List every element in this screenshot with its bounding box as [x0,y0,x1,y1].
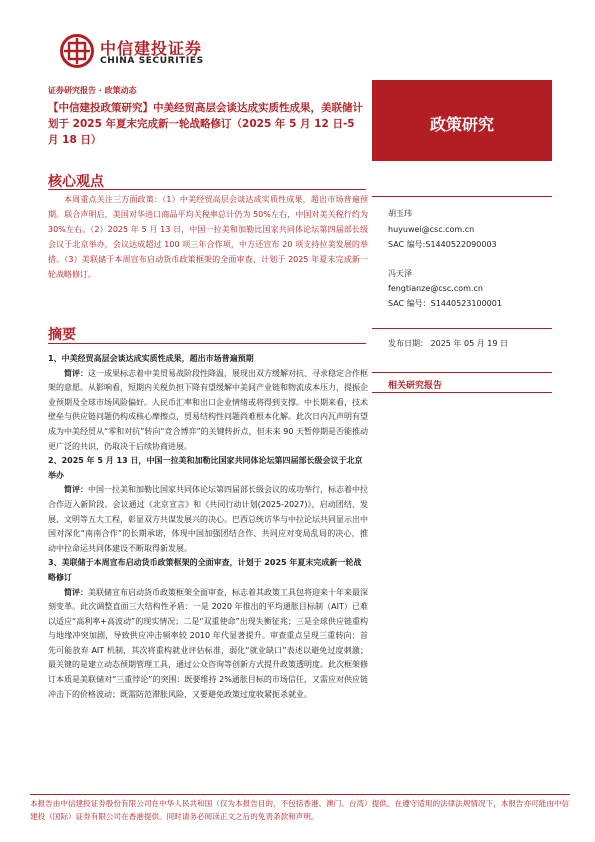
footer-divider [30,794,570,795]
abstract-item-1-heading: 1、中美经贸高层会谈达成实质性成果，超出市场普遍预期 [48,354,254,363]
abstract-item-1-lead: 简评： [64,368,88,378]
abstract-body [48,352,368,702]
analyst-1-name: 胡玉玮 [388,209,412,218]
page-title: 【中信建投政策研究】中美经贸高层会谈达成实质性成果，美联储计划于 2025 年夏末完成新一轮战略修订（2025 年 5 月 12 日-5 月 18 日） [48,102,363,146]
related-divider [372,372,552,373]
publish-date: 发布日期： 2025 年 05 月 19 日 [388,339,508,348]
abstract-item-1-text: 这一成果标志着中美贸易战阶段性降温，展现出双方缓解对抗、寻求稳定合作框架的意愿。从影响看，短期内关税负担下降有望缓解中美间产业链和物流成本压力，提振企业预期及全球市场风险偏好。人民币汇率和出口企业情绪或将得到支撑。中长期来看，技术壁垒与供应链问题仍构成核心摩擦点，贸易结构性问题尚难根本化解。此次日内瓦声明有望成为中美经贸从“零和对抗”转向“竞合博弈”的关键转折点，但未来 90 天暂停期是否能推动更广泛的共识，仍取决于后续协商进展。 [48,368,368,451]
related-reports-heading: 相关研究报告 [388,381,443,391]
abstract-divider [48,343,366,344]
core-view-heading: 核心观点 [48,174,104,190]
abstract-item-3-heading: 3、美联储于本周宣布启动货币政策框架的全面审查，计划于 2025 年夏末完成新一轮战略修订 [48,558,362,582]
report-type-label: 政策研究 [429,115,494,134]
abstract-item-3-lead: 简评： [64,587,88,597]
abstract-item-2-body [48,483,368,556]
related-underline [372,392,552,393]
abstract-item-3-text: 美联储宣布启动货币政策框架全面审查，标志着其政策工具包将迎来十年来最深刻变革。此次调整直面三大结构性矛盾：一是 2020 年推出的平均通胀目标制（AIT）已难以适应“高利率+高波动”的现实情况；二是“双重使命”出现失衡征兆；三是全球供应链重构与地缘冲突加剧，导致供应冲击频率较 2010 年代显著提升。审查重点呈现三重转向：首先可能放弃 AIT 机制，其次将重构就业评估标准，弱化“就业缺口”表述以避免过度刺激；最关键的是建立动态预期管理工具，通过公众咨询等创新方式提升政策透明度。此次框架修订本质是美联储对“三重悖论”的突围：既要维持 2%通胀目标的市场信任，又需应对供应链冲击下的价格波动；既需防范滞胀风险，又要避免政策过度收紧扼杀就业。 [48,587,368,699]
analyst-1-sac: SAC 编号:S1440522090003 [388,240,497,249]
analyst-1-email[interactable]: huyuwei@csc.com.cn [388,225,475,234]
core-view-divider [48,189,366,190]
abstract-item-2-text: 中国一拉美和加勒比国家共同体论坛第四届部长级会议的成功举行，标志着中拉合作迈入新阶段。会议通过《北京宣言》和《共同行动计划(2025-2027)》，启动团结、发展、文明等五大工程，彰显双方共谋发展兴的决心。巴西总统访华与中拉论坛共同显示出中国对深化“南南合作”的长期承诺，体现中国加强团结合作、共同应对变局乱局的决心，推动中拉命运共同体建设不断取得新发展。 [48,485,368,553]
abstract-item-2-lead: 简评： [64,485,88,495]
abstract-item-3-body [48,586,368,703]
date-divider [372,328,552,329]
citic-logo-icon [60,34,94,68]
abstract-heading: 摘要 [48,327,76,343]
report-type-banner [372,80,552,161]
abstract-item-1-body [48,367,368,455]
disclaimer-footer: 本报告由中信建投证券股份有限公司在中华人民共和国（仅为本报告目的，不包括香港、澳门、台湾）提供。在遵守适用的法律法规情况下，本报告亦可能由中信建投（国际）证券有限公司在香港提供。同时请务必阅读正文之后的免责条款和声明。 [30,799,570,821]
core-view-text: 本周重点关注三方面政策：（1）中美经贸高层会谈达成实质性成果，超出市场普遍预期。联合声明后，美国对华进口商品平均关税率总计仍为 50%左右，中国对美关税行约为 30%左右。（2）2025 年 5 月 13 日，中国一拉美和加勒比国家共同体论坛第四届部长级会议于北京举办，会议达成超过 100 项三年合作项，中方还宣布 20 项支持拉美发展的举措。（3）美联储于本周宣布启动货币政策框架的全面审查，计划于 2025 年夏末完成新一轮战略修订。 [48,195,368,279]
brand-logo [60,34,230,68]
abstract-item-2-heading: 2、2025 年 5 月 13 日，中国一拉美和加勒比国家共同体论坛第四届部长级会议于北京举办 [48,456,363,480]
breadcrumb: 证券研究报告 · 政策动态 [48,86,137,95]
analyst-2-email[interactable]: fengtianze@csc.com.cn [388,284,483,293]
analyst-divider [372,196,552,197]
analyst-2-name: 冯天泽 [388,269,412,278]
brand-name-en: CHINA SECURITIES [100,56,204,66]
brand-name-cn: 中信建投证券 [100,39,203,58]
analyst-2-sac: SAC 编号：S1440523100001 [388,299,502,308]
